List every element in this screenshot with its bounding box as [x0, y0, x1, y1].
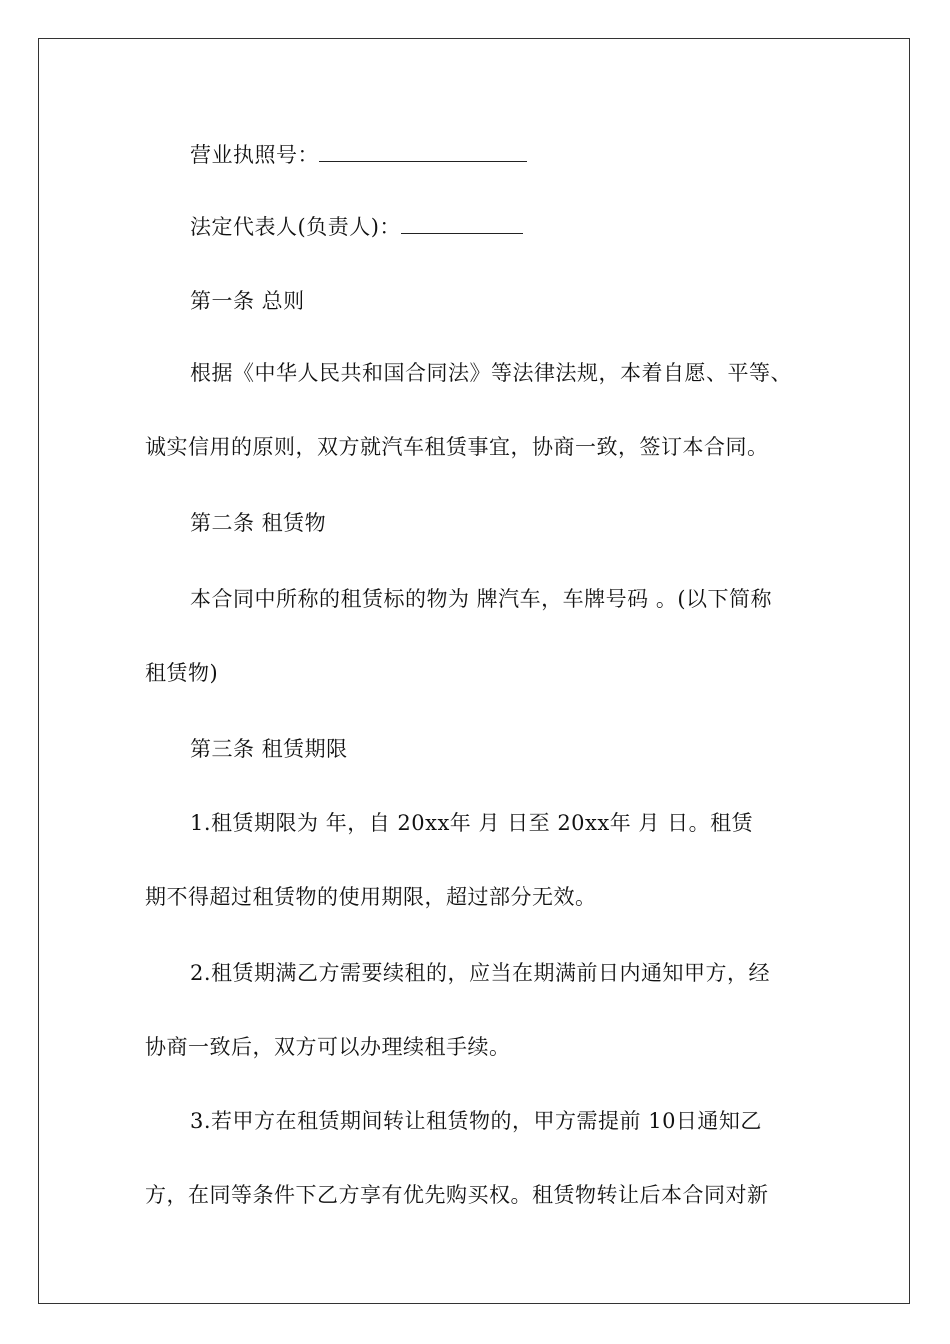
clause-2-line-2: 协商一致后，双方可以办理续租手续。: [145, 1035, 511, 1059]
clause-1-line-2: 期不得超过租赁物的使用期限，超过部分无效。: [145, 885, 597, 909]
article-3-heading: 第三条 租赁期限: [190, 737, 348, 761]
article-1-heading: 第一条 总则: [190, 289, 305, 313]
article-1-paragraph-line-1: 根据《中华人民共和国合同法》等法律法规，本着自愿、平等、: [190, 361, 792, 385]
business-license-blank: [319, 141, 527, 162]
business-license-label: 营业执照号：: [190, 143, 319, 167]
business-license-line: [190, 140, 850, 170]
clause-1-line-1: 1.租赁期限为 年，自 20xx年 月 日至 20xx年 月 日。租赁: [190, 811, 754, 835]
article-1-paragraph-line-2: 诚实信用的原则，双方就汽车租赁事宜，协商一致，签订本合同。: [145, 435, 769, 459]
legal-representative-blank: [401, 213, 523, 234]
clause-3-line-2: 方，在同等条件下乙方享有优先购买权。租赁物转让后本合同对新: [145, 1183, 769, 1207]
article-2-paragraph-line-2: 租赁物): [145, 661, 219, 685]
legal-representative-line: [190, 212, 850, 242]
clause-3-line-1: 3.若甲方在租赁期间转让租赁物的，甲方需提前 10日通知乙: [190, 1109, 762, 1133]
article-2-heading: 第二条 租赁物: [190, 511, 327, 535]
article-2-paragraph-line-1: 本合同中所称的租赁标的物为 牌汽车，车牌号码 。(以下简称: [190, 587, 773, 611]
clause-2-line-1: 2.租赁期满乙方需要续租的，应当在期满前日内通知甲方，经: [190, 961, 771, 985]
legal-representative-label: 法定代表人(负责人)：: [190, 215, 401, 239]
